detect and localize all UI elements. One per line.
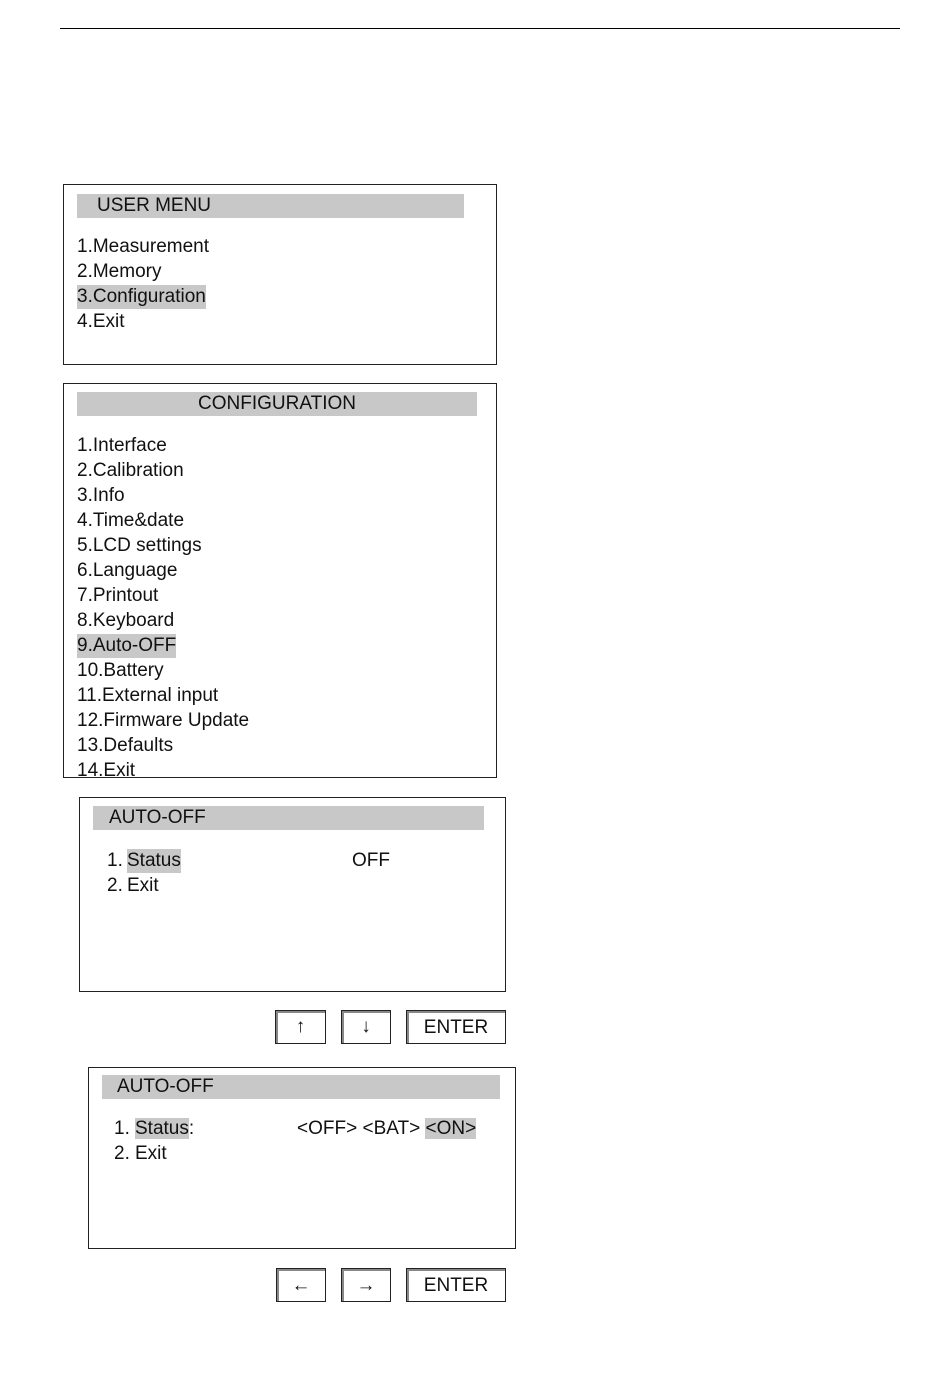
option-off[interactable]: <OFF> bbox=[297, 1118, 358, 1139]
auto-off-panel-1 bbox=[79, 797, 506, 992]
auto-off-title-1: AUTO-OFF bbox=[93, 806, 484, 830]
option-on[interactable]: <ON> bbox=[425, 1118, 477, 1139]
auto-off-2-exit-num: 2. bbox=[114, 1143, 130, 1164]
configuration-panel bbox=[63, 383, 497, 778]
config-item-time-date[interactable]: 4.Time&date bbox=[77, 510, 185, 531]
down-arrow-key[interactable]: ↓ bbox=[341, 1010, 391, 1044]
config-item-external-input[interactable]: 11.External input bbox=[77, 685, 219, 706]
menu-item-memory[interactable]: 2.Memory bbox=[77, 261, 162, 282]
left-arrow-key[interactable]: ← bbox=[276, 1268, 326, 1302]
auto-off-1-status-value: OFF bbox=[352, 850, 390, 871]
auto-off-2-options bbox=[297, 1117, 476, 1141]
enter-key-2[interactable]: ENTER bbox=[406, 1268, 506, 1302]
config-item-defaults[interactable]: 13.Defaults bbox=[77, 735, 174, 756]
config-item-interface[interactable]: 1.Interface bbox=[77, 435, 167, 456]
user-menu-title: USER MENU bbox=[77, 194, 464, 218]
up-arrow-key[interactable]: ↑ bbox=[275, 1010, 326, 1044]
config-item-printout[interactable]: 7.Printout bbox=[77, 585, 159, 606]
menu-item-exit[interactable]: 4.Exit bbox=[77, 311, 125, 332]
user-menu-panel bbox=[63, 184, 497, 365]
config-item-info[interactable]: 3.Info bbox=[77, 485, 125, 506]
right-arrow-key[interactable]: → bbox=[341, 1268, 391, 1302]
config-item-language[interactable]: 6.Language bbox=[77, 560, 178, 581]
config-item-keyboard[interactable]: 8.Keyboard bbox=[77, 610, 175, 631]
page-top-rule bbox=[60, 28, 900, 29]
enter-key-1[interactable]: ENTER bbox=[406, 1010, 506, 1044]
auto-off-2-status-label-wrap[interactable] bbox=[135, 1117, 194, 1141]
auto-off-1-exit-label[interactable]: Exit bbox=[127, 875, 159, 896]
config-item-lcd-settings[interactable]: 5.LCD settings bbox=[77, 535, 202, 556]
config-item-calibration[interactable]: 2.Calibration bbox=[77, 460, 184, 481]
auto-off-2-status-label[interactable]: Status bbox=[135, 1118, 189, 1139]
auto-off-2-status-num: 1. bbox=[114, 1118, 130, 1139]
auto-off-2-exit-label[interactable]: Exit bbox=[135, 1143, 167, 1164]
config-item-firmware-update[interactable]: 12.Firmware Update bbox=[77, 710, 250, 731]
option-bat[interactable]: <BAT> bbox=[362, 1118, 421, 1139]
auto-off-1-status-label[interactable]: Status bbox=[127, 850, 181, 871]
menu-item-configuration[interactable]: 3.Configuration bbox=[77, 286, 206, 307]
config-item-exit[interactable]: 14.Exit bbox=[77, 760, 136, 778]
auto-off-2-status-colon: : bbox=[188, 1118, 195, 1139]
config-item-auto-off[interactable]: 9.Auto-OFF bbox=[77, 635, 177, 656]
auto-off-panel-2 bbox=[88, 1067, 516, 1249]
config-item-battery[interactable]: 10.Battery bbox=[77, 660, 164, 681]
auto-off-title-2: AUTO-OFF bbox=[102, 1075, 500, 1099]
menu-item-measurement[interactable]: 1.Measurement bbox=[77, 236, 210, 257]
auto-off-1-exit-num: 2. bbox=[107, 875, 123, 896]
auto-off-1-status-num: 1. bbox=[107, 850, 123, 871]
configuration-title: CONFIGURATION bbox=[77, 392, 477, 416]
